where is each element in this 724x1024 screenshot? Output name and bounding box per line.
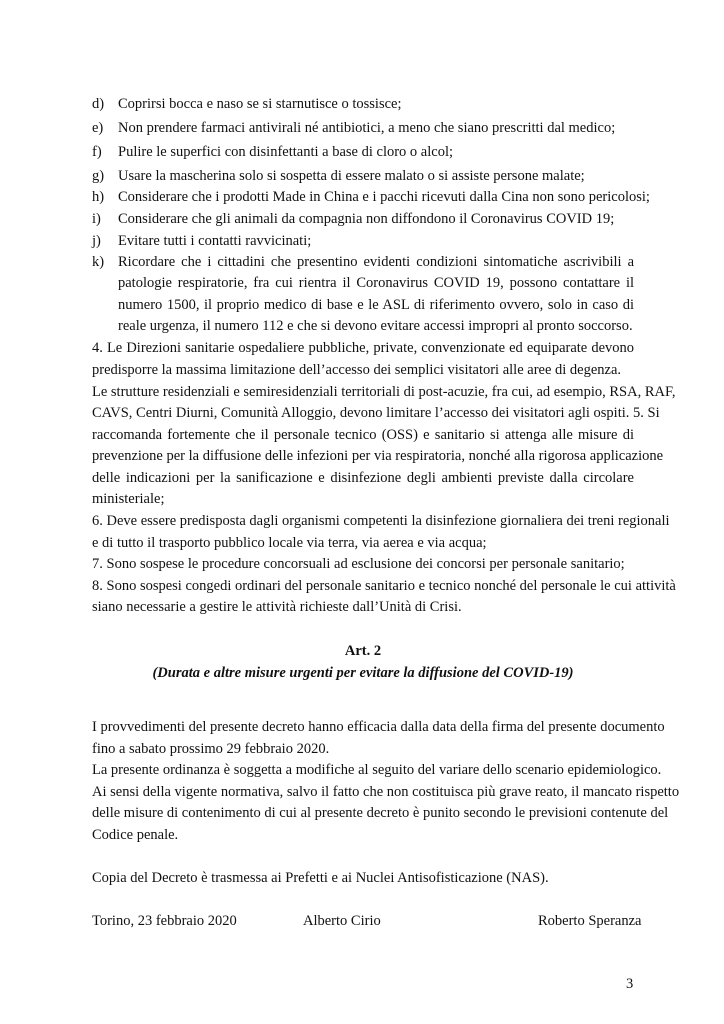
list-item-label: j) — [92, 233, 101, 249]
list-item-label: h) — [92, 189, 105, 205]
list-item-text-line: numero 1500, il proprio medico di base e le ASL di riferimento ovvero, solo in caso di — [118, 297, 634, 313]
list-item-label: e) — [92, 120, 104, 136]
list-item-label: k) — [92, 254, 105, 270]
signature-signer-1: Alberto Cirio — [303, 913, 381, 929]
article-line: La presente ordinanza è soggetta a modifiche al seguito del variare dello scenario epidemiologico. — [92, 762, 662, 778]
body-line: delle indicazioni per la sanificazione e disinfezione degli ambienti previste dalla circolare — [92, 470, 634, 486]
list-item-label: g) — [92, 168, 105, 184]
list-item-text: Usare la mascherina solo si sospetta di essere malato o si assiste persone malate; — [118, 168, 585, 184]
list-item-text: Coprirsi bocca e naso se si starnutisce o tossisce; — [118, 96, 402, 112]
signature-signer-2: Roberto Speranza — [538, 913, 642, 929]
body-line: predisporre la massima limitazione dell’accesso dei semplici visitatori alle aree di degenza. — [92, 362, 622, 378]
list-item-label: d) — [92, 96, 105, 112]
body-line: ministeriale; — [92, 491, 165, 507]
body-line: Le strutture residenziali e semiresidenziali territoriali di post-acuzie, fra cui, ad esempio, RSA, RAF, — [92, 384, 676, 400]
list-item-text-line: patologie respiratorie, fra cui rientra il Coronavirus COVID 19, possono contattare il — [118, 275, 634, 291]
list-item-text: Non prendere farmaci antivirali né antibiotici, a meno che siano prescritti dal medico; — [118, 120, 616, 136]
list-item-text: Considerare che gli animali da compagnia non diffondono il Coronavirus COVID 19; — [118, 211, 615, 227]
body-line: siano necessarie a gestire le attività richieste dall’Unità di Crisi. — [92, 599, 462, 615]
article-heading: Art. 2 — [344, 643, 382, 659]
signature-place-date: Torino, 23 febbraio 2020 — [92, 913, 237, 929]
body-line: e di tutto il trasporto pubblico locale via terra, via aerea e via acqua; — [92, 535, 487, 551]
body-line: 7. Sono sospese le procedure concorsuali ad esclusione dei concorsi per personale sanitario; — [92, 556, 625, 572]
body-line: 8. Sono sospesi congedi ordinari del personale sanitario e tecnico nonché del personale le cui attività — [92, 578, 676, 594]
body-line: prevenzione per la diffusione delle infezioni per via respiratoria, nonché alla rigorosa applicazione — [92, 448, 664, 464]
article-line: fino a sabato prossimo 29 febbraio 2020. — [92, 741, 330, 757]
article-line: Codice penale. — [92, 827, 179, 843]
article-line: Ai sensi della vigente normativa, salvo il fatto che non costituisca più grave reato, il mancato rispetto — [92, 784, 680, 800]
body-line: 4. Le Direzioni sanitarie ospedaliere pubbliche, private, convenzionate ed equiparate devono — [92, 340, 634, 356]
list-item-text-line: reale urgenza, il numero 112 e che si devono evitare accessi impropri al pronto soccorso. — [118, 318, 633, 334]
list-item-label: i) — [92, 211, 101, 227]
article-line: I provvedimenti del presente decreto hanno efficacia dalla data della firma del presente documento — [92, 719, 665, 735]
list-item-text: Pulire le superfici con disinfettanti a base di cloro o alcol; — [118, 144, 454, 160]
article-line: delle misure di contenimento di cui al presente decreto è punito secondo le previsioni contenute del — [92, 805, 669, 821]
copy-note: Copia del Decreto è trasmessa ai Prefetti e ai Nuclei Antisofisticazione (NAS). — [92, 870, 549, 886]
page-number: 3 — [626, 976, 634, 992]
list-item-text: Considerare che i prodotti Made in China e i pacchi ricevuti dalla Cina non sono pericolosi; — [118, 189, 650, 205]
list-item-label: f) — [92, 144, 102, 160]
list-item-text-line: Ricordare che i cittadini che presentino evidenti condizioni sintomatiche ascrivibili a — [118, 254, 634, 270]
body-line: CAVS, Centri Diurni, Comunità Alloggio, devono limitare l’accesso dei visitatori agli ospiti. 5. Si — [92, 405, 660, 421]
body-line: 6. Deve essere predisposta dagli organismi competenti la disinfezione giornaliera dei treni regionali — [92, 513, 670, 529]
list-item-text: Evitare tutti i contatti ravvicinati; — [118, 233, 312, 249]
body-line: raccomanda fortemente che il personale tecnico (OSS) e sanitario si attenga alle misure di — [92, 427, 634, 443]
article-subtitle: (Durata e altre misure urgenti per evitare la diffusione del COVID-19) — [152, 665, 574, 681]
